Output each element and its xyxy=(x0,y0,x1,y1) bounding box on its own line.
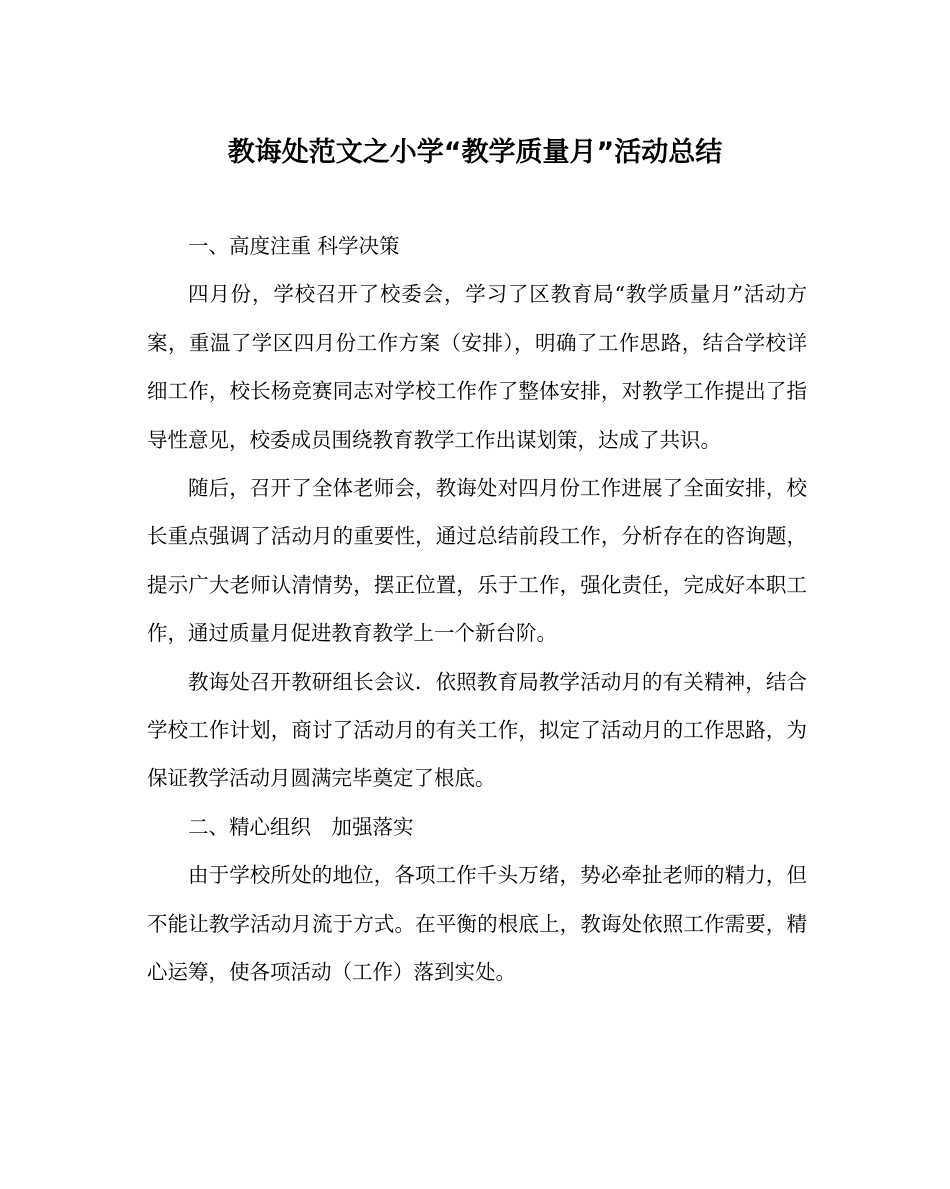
paragraph-2: 随后，召开了全体老师会，教诲处对四月份工作进展了全面安排，校长重点强调了活动月的重要性，通过总结前段工作，分析存在的咨询题，提示广大老师认清情势，摆正位置，乐于工作，强化责任，完成好本职工作，通过质量月促进教育教学上一个新台阶。 xyxy=(147,476,807,646)
paragraph-1: 四月份，学校召开了校委会，学习了区教育局“教学质量月”活动方案，重温了学区四月份工作方案（安排），明确了工作思路，结合学校详细工作，校长杨竞赛同志对学校工作作了整体安排，对教学工作提出了指导性意见，校委成员围绕教育教学工作出谋划策，达成了共识。 xyxy=(147,282,807,452)
section-heading-1: 一、高度注重 科学决策 xyxy=(188,234,400,258)
paragraph-4: 由于学校所处的地位，各项工作千头万绪，势必牵扯老师的精力，但不能让教学活动月流于方式。在平衡的根底上，教诲处依照工作需要，精心运筹，使各项活动（工作）落到实处。 xyxy=(147,863,807,985)
document-body xyxy=(147,222,807,997)
section-heading-2: 二、精心组织 加强落实 xyxy=(188,814,414,839)
paragraph-3: 教诲处召开教研组长会议．依照教育局教学活动月的有关精神，结合学校工作计划，商讨了活动月的有关工作，拟定了活动月的工作思路，为保证教学活动月圆满完毕奠定了根底。 xyxy=(147,669,807,791)
document-title: 教诲处范文之小学“教学质量月”活动总结 xyxy=(227,137,723,168)
